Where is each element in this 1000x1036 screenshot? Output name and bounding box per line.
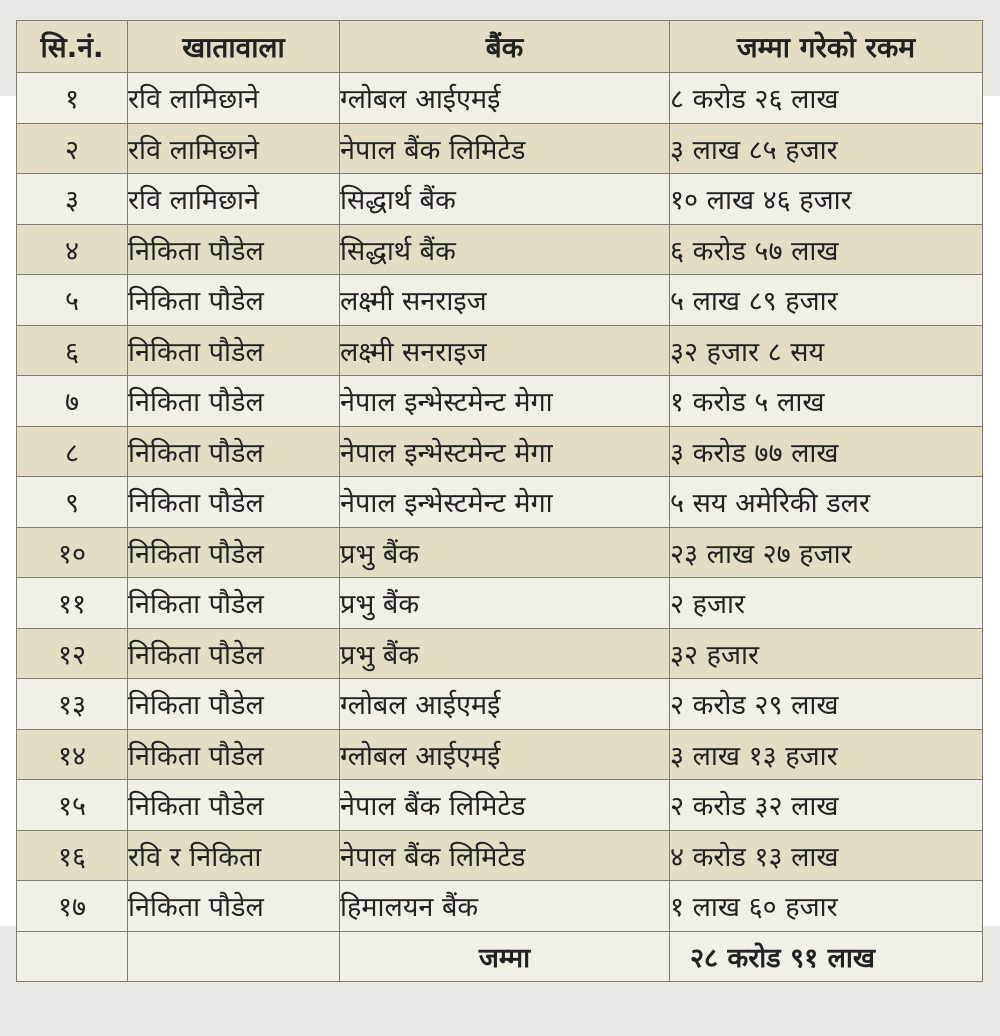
cell-sn: १० — [17, 527, 128, 578]
cell-bank: नेपाल बैंक लिमिटेड — [340, 780, 670, 831]
header-bank: बैंक — [340, 21, 670, 73]
header-amount: जम्मा गरेको रकम — [670, 21, 983, 73]
cell-amount: २ करोड २९ लाख — [670, 679, 983, 730]
cell-sn: ६ — [17, 325, 128, 376]
table-row — [17, 628, 983, 679]
cell-amount: ५ लाख ८९ हजार — [670, 275, 983, 326]
table-row — [17, 729, 983, 780]
cell-amount: ३२ हजार — [670, 628, 983, 679]
cell-amount: ८ करोड २६ लाख — [670, 73, 983, 124]
table-row — [17, 578, 983, 629]
cell-amount: ६ करोड ५७ लाख — [670, 224, 983, 275]
cell-bank: हिमालयन बैंक — [340, 881, 670, 932]
cell-amount: ३ लाख १३ हजार — [670, 729, 983, 780]
cell-amount: ४ करोड १३ लाख — [670, 830, 983, 881]
cell-bank: प्रभु बैंक — [340, 527, 670, 578]
cell-sn: १६ — [17, 830, 128, 881]
total-empty-sn — [17, 931, 128, 982]
cell-amount: ३ लाख ८५ हजार — [670, 123, 983, 174]
cell-account-holder: रवि लामिछाने — [128, 174, 340, 225]
table-row — [17, 426, 983, 477]
cell-sn: १३ — [17, 679, 128, 730]
table-row — [17, 224, 983, 275]
cell-amount: ३ करोड ७७ लाख — [670, 426, 983, 477]
header-account-holder: खातावाला — [128, 21, 340, 73]
cell-bank: नेपाल इन्भेस्टमेन्ट मेगा — [340, 477, 670, 528]
cell-account-holder: निकिता पौडेल — [128, 275, 340, 326]
cell-sn: ९ — [17, 477, 128, 528]
cell-bank: सिद्धार्थ बैंक — [340, 174, 670, 225]
cell-account-holder: निकिता पौडेल — [128, 578, 340, 629]
cell-account-holder: निकिता पौडेल — [128, 881, 340, 932]
cell-account-holder: रवि लामिछाने — [128, 73, 340, 124]
cell-sn: २ — [17, 123, 128, 174]
cell-amount: २ करोड ३२ लाख — [670, 780, 983, 831]
total-label: जम्मा — [340, 931, 670, 982]
cell-sn: ११ — [17, 578, 128, 629]
table-body — [17, 73, 983, 932]
table-row — [17, 325, 983, 376]
table-row — [17, 123, 983, 174]
table-row — [17, 527, 983, 578]
table-row — [17, 679, 983, 730]
cell-account-holder: रवि लामिछाने — [128, 123, 340, 174]
cell-sn: १ — [17, 73, 128, 124]
cell-account-holder: निकिता पौडेल — [128, 679, 340, 730]
cell-account-holder: निकिता पौडेल — [128, 780, 340, 831]
total-empty-name — [128, 931, 340, 982]
header-row — [17, 21, 983, 73]
table-row — [17, 73, 983, 124]
cell-bank: ग्लोबल आईएमई — [340, 679, 670, 730]
cell-bank: सिद्धार्थ बैंक — [340, 224, 670, 275]
cell-account-holder: रवि र निकिता — [128, 830, 340, 881]
cell-account-holder: निकिता पौडेल — [128, 628, 340, 679]
cell-bank: लक्ष्मी सनराइज — [340, 275, 670, 326]
deposit-table — [16, 20, 983, 982]
total-row — [17, 931, 983, 982]
table-row — [17, 881, 983, 932]
cell-account-holder: निकिता पौडेल — [128, 224, 340, 275]
cell-bank: ग्लोबल आईएमई — [340, 73, 670, 124]
table-row — [17, 780, 983, 831]
table-row — [17, 174, 983, 225]
cell-account-holder: निकिता पौडेल — [128, 729, 340, 780]
cell-sn: ८ — [17, 426, 128, 477]
cell-amount: १० लाख ४६ हजार — [670, 174, 983, 225]
cell-amount: १ करोड ५ लाख — [670, 376, 983, 427]
cell-bank: प्रभु बैंक — [340, 628, 670, 679]
cell-sn: १४ — [17, 729, 128, 780]
cell-account-holder: निकिता पौडेल — [128, 527, 340, 578]
cell-sn: १७ — [17, 881, 128, 932]
cell-sn: ३ — [17, 174, 128, 225]
table-row — [17, 275, 983, 326]
cell-amount: ५ सय अमेरिकी डलर — [670, 477, 983, 528]
cell-amount: ३२ हजार ८ सय — [670, 325, 983, 376]
table-row — [17, 830, 983, 881]
cell-bank: ग्लोबल आईएमई — [340, 729, 670, 780]
cell-sn: ५ — [17, 275, 128, 326]
cell-account-holder: निकिता पौडेल — [128, 325, 340, 376]
cell-sn: ४ — [17, 224, 128, 275]
cell-account-holder: निकिता पौडेल — [128, 426, 340, 477]
cell-sn: ७ — [17, 376, 128, 427]
table-row — [17, 376, 983, 427]
cell-bank: प्रभु बैंक — [340, 578, 670, 629]
cell-bank: नेपाल इन्भेस्टमेन्ट मेगा — [340, 426, 670, 477]
cell-sn: १२ — [17, 628, 128, 679]
total-amount: २८ करोड ९१ लाख — [670, 931, 983, 982]
table-row — [17, 477, 983, 528]
cell-account-holder: निकिता पौडेल — [128, 477, 340, 528]
cell-amount: २३ लाख २७ हजार — [670, 527, 983, 578]
cell-sn: १५ — [17, 780, 128, 831]
cell-account-holder: निकिता पौडेल — [128, 376, 340, 427]
cell-amount: १ लाख ६० हजार — [670, 881, 983, 932]
cell-bank: नेपाल इन्भेस्टमेन्ट मेगा — [340, 376, 670, 427]
cell-bank: लक्ष्मी सनराइज — [340, 325, 670, 376]
cell-amount: २ हजार — [670, 578, 983, 629]
header-sn: सि.नं. — [17, 21, 128, 73]
cell-bank: नेपाल बैंक लिमिटेड — [340, 123, 670, 174]
cell-bank: नेपाल बैंक लिमिटेड — [340, 830, 670, 881]
